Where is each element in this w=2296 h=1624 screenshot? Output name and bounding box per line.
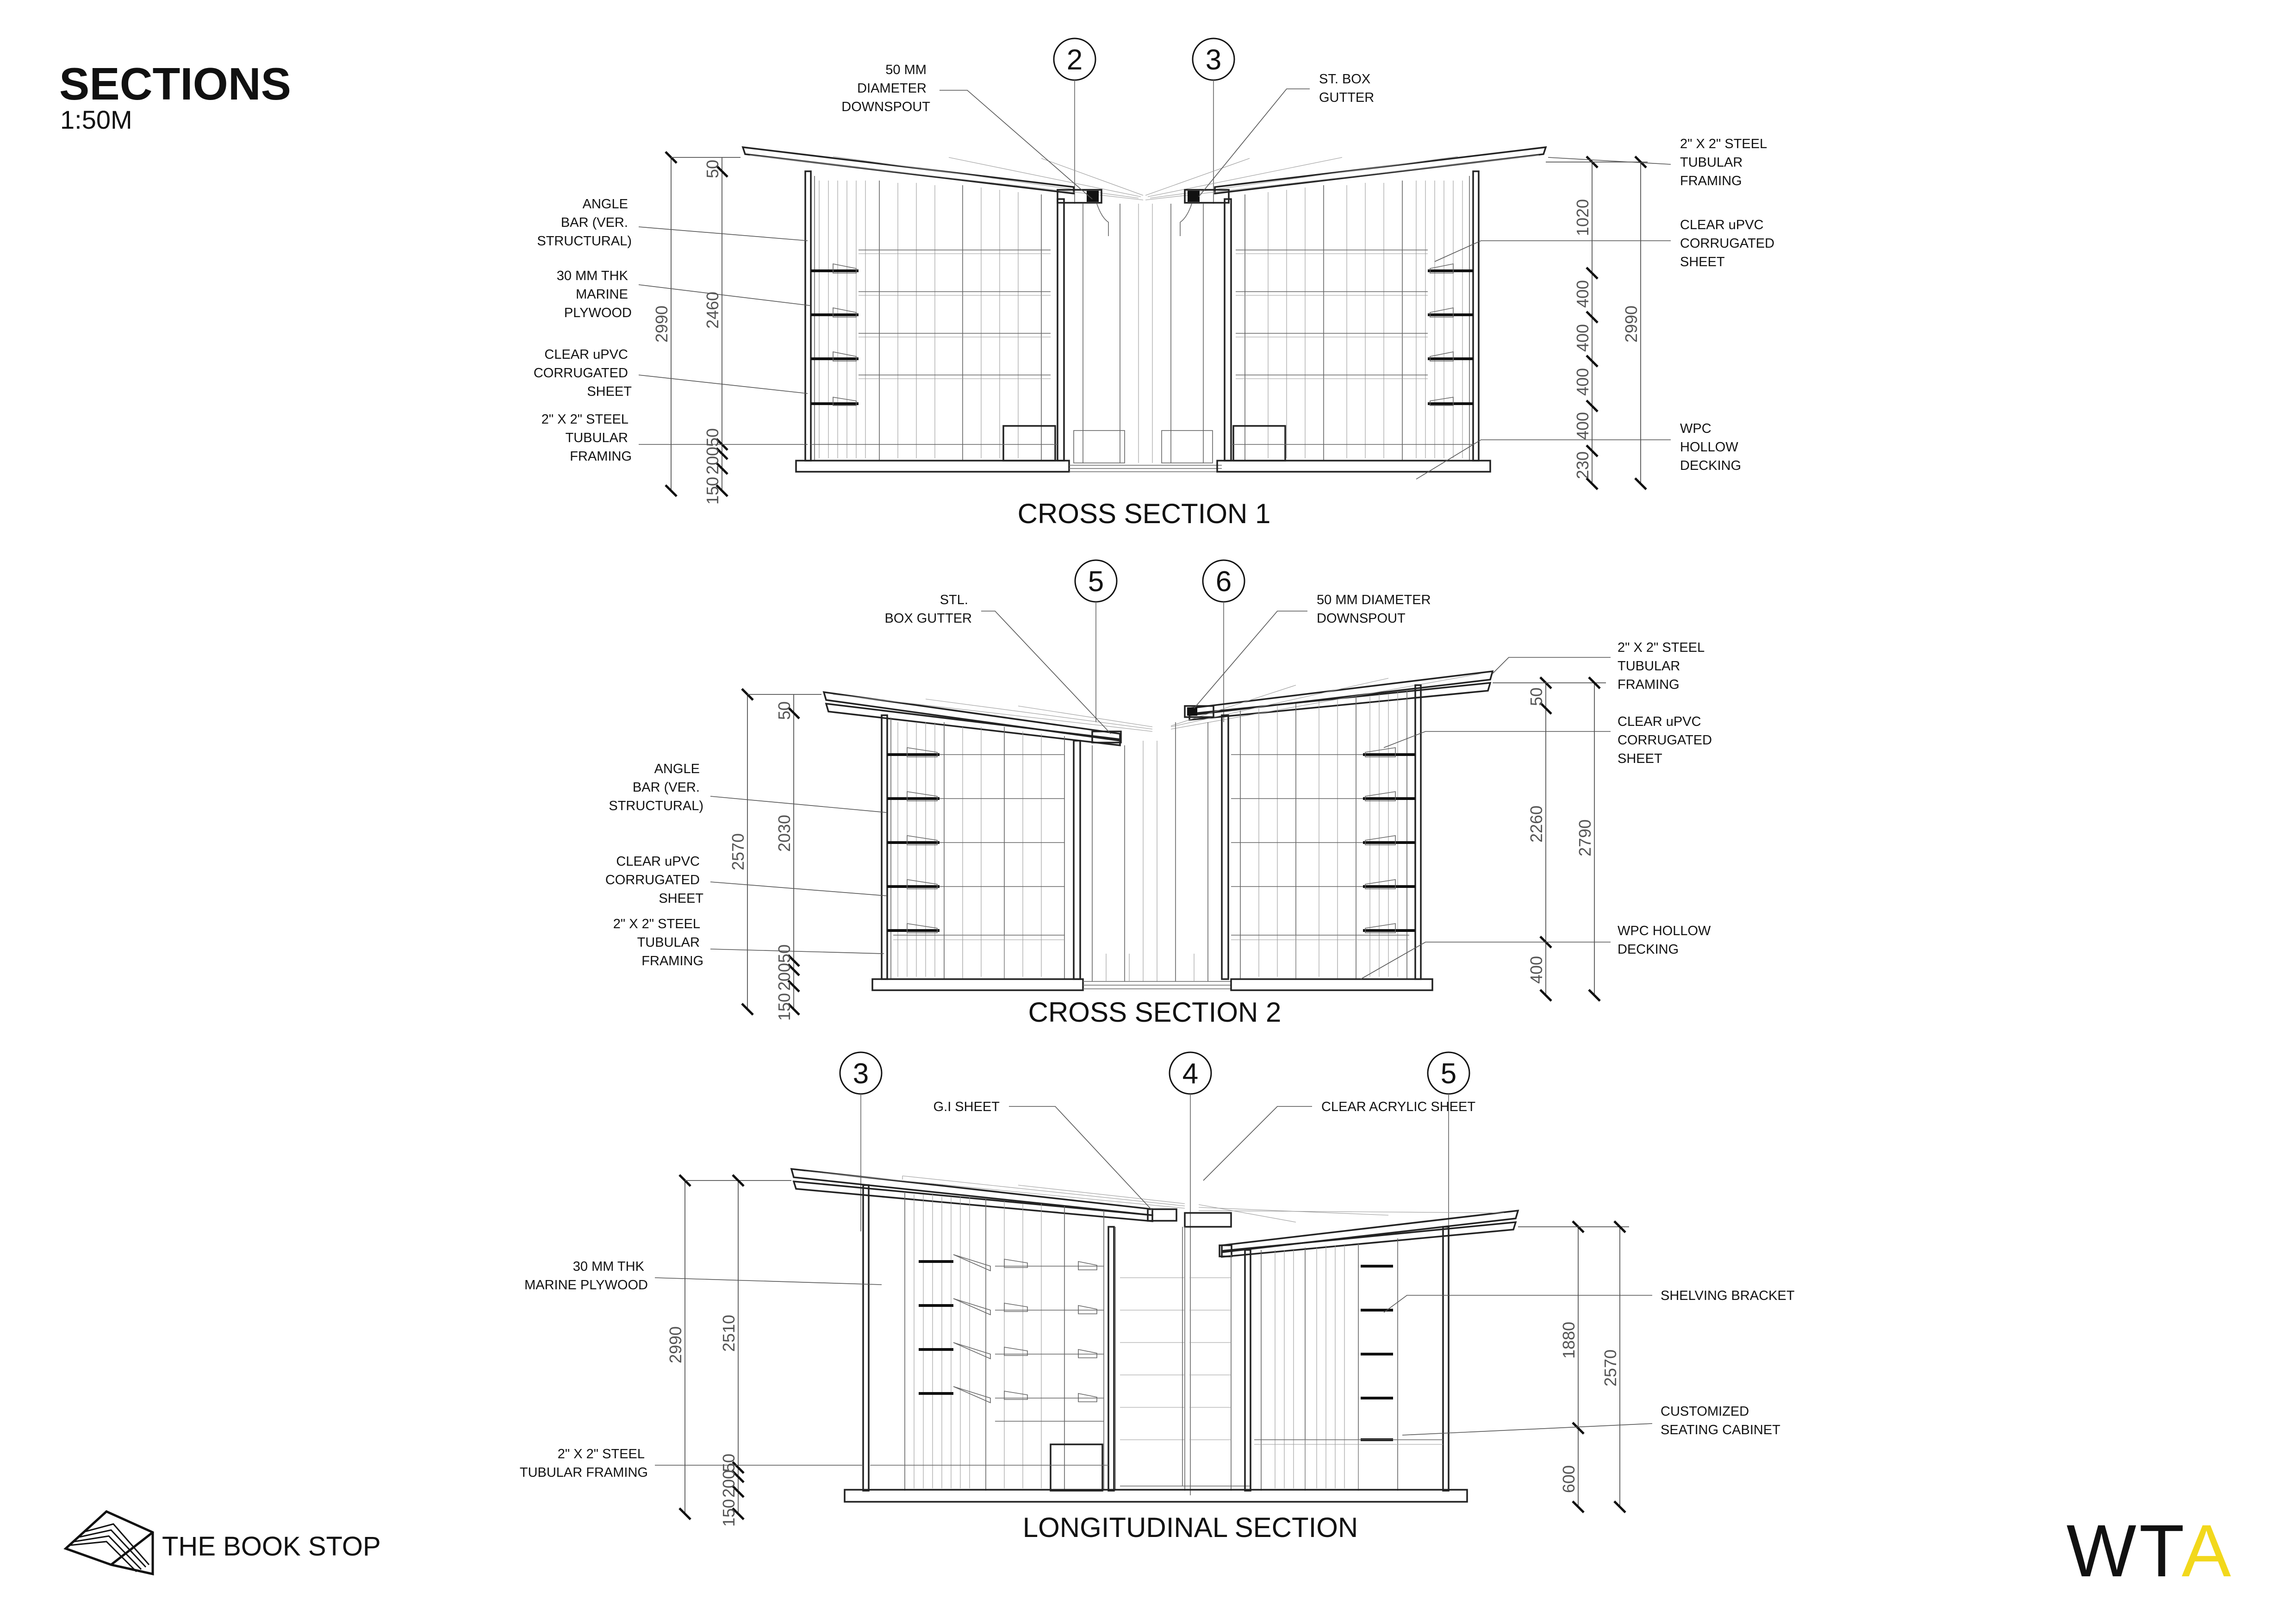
passage-cs2 xyxy=(1083,722,1231,989)
dims-right-long xyxy=(1518,1221,1629,1512)
grid-ref-4-long xyxy=(1170,1052,1211,1495)
svg-text:150: 150 xyxy=(703,476,722,505)
grid-ref-3-long xyxy=(840,1052,882,1231)
dims-right-cs2 xyxy=(1493,677,1606,1001)
svg-text:400: 400 xyxy=(1573,368,1592,396)
sheet-title: SECTIONS xyxy=(59,58,291,109)
project-name: THE BOOK STOP xyxy=(162,1531,381,1562)
svg-text:1020: 1020 xyxy=(1573,199,1592,237)
callouts-long xyxy=(520,1099,1795,1480)
firm-logo-text: WTA xyxy=(2066,1509,2234,1592)
passage-cs1 xyxy=(1069,204,1222,472)
svg-text:200: 200 xyxy=(775,962,794,991)
svg-text:230: 230 xyxy=(1573,451,1592,480)
svg-text:2460: 2460 xyxy=(703,291,722,329)
svg-text:2990: 2990 xyxy=(666,1326,685,1364)
label-decking-cs2: WPC HOLLOW DECKING xyxy=(1618,924,1711,957)
cross-section-1 xyxy=(534,38,1778,529)
svg-text:2570: 2570 xyxy=(728,833,747,871)
dims-left-cs2 xyxy=(728,689,821,1021)
book-stack-icon xyxy=(66,1512,153,1574)
label-downspout-cs1: 50 MM DIAMETER DOWNSPOUT xyxy=(841,62,930,114)
svg-text:150: 150 xyxy=(719,1499,738,1527)
svg-text:400: 400 xyxy=(1527,956,1546,984)
label-framing-left-cs2: 2" X 2" STEEL TUBULAR FRAMING xyxy=(613,917,703,968)
svg-text:2030: 2030 xyxy=(775,814,794,852)
svg-text:50: 50 xyxy=(703,159,722,179)
label-shelving-bracket: SHELVING BRACKET xyxy=(1661,1288,1795,1303)
svg-text:2570: 2570 xyxy=(1601,1349,1620,1387)
label-upvc-left-cs1: CLEAR uPVC CORRUGATED SHEET xyxy=(533,347,632,399)
svg-text:200: 200 xyxy=(703,446,722,475)
label-plywood-long: 30 MM THK MARINE PLYWOOD xyxy=(524,1259,648,1293)
label-downspout-cs2: 50 MM DIAMETER DOWNSPOUT xyxy=(1317,593,1431,626)
title-longitudinal-section: LONGITUDINAL SECTION xyxy=(1022,1512,1358,1543)
svg-text:400: 400 xyxy=(1573,324,1592,352)
svg-text:2510: 2510 xyxy=(719,1314,738,1352)
svg-text:2790: 2790 xyxy=(1575,819,1594,857)
svg-text:50: 50 xyxy=(703,428,722,447)
svg-text:2990: 2990 xyxy=(652,305,671,343)
svg-text:400: 400 xyxy=(1573,280,1592,308)
svg-text:2990: 2990 xyxy=(1622,305,1641,343)
label-upvc-right-cs1: CLEAR uPVC CORRUGATED SHEET xyxy=(1680,218,1775,269)
dims-left-cs1 xyxy=(652,152,740,505)
label-framing-left-cs1: 2" X 2" STEEL TUBULAR FRAMING xyxy=(541,412,632,464)
label-angle-bar-cs1: ANGLE BAR (VER. STRUCTURAL) xyxy=(537,197,632,249)
label-acrylic-sheet: CLEAR ACRYLIC SHEET xyxy=(1321,1099,1476,1114)
svg-text:50: 50 xyxy=(775,944,794,963)
label-framing-right-cs1: 2" X 2" STEEL TUBULAR FRAMING xyxy=(1680,137,1767,188)
label-angle-bar-cs2: ANGLE BAR (VER. STRUCTURAL) xyxy=(609,762,703,813)
svg-text:50: 50 xyxy=(719,1453,738,1473)
grid-ref-6 xyxy=(1203,560,1244,722)
dims-right-cs1 xyxy=(1546,156,1648,489)
label-gutter-cs2: STL. BOX GUTTER xyxy=(884,593,972,626)
svg-text:4: 4 xyxy=(1182,1058,1199,1090)
right-pod-cs2 xyxy=(1222,685,1432,990)
left-pod-cs2 xyxy=(872,715,1083,990)
longitudinal-section xyxy=(520,1052,1795,1543)
svg-text:400: 400 xyxy=(1573,412,1592,440)
label-plywood-cs1: 30 MM THK MARINE PLYWOOD xyxy=(556,269,632,320)
project-logo xyxy=(66,1512,381,1574)
left-pod-long xyxy=(863,1185,1114,1491)
center-long xyxy=(1115,1227,1250,1491)
label-seating-cabinet: CUSTOMIZED SEATING CABINET xyxy=(1661,1404,1780,1437)
svg-text:50: 50 xyxy=(1527,687,1546,706)
base-slab-long xyxy=(845,1490,1467,1502)
svg-text:3: 3 xyxy=(852,1058,869,1090)
left-pod-cs1 xyxy=(796,171,1069,472)
svg-text:1880: 1880 xyxy=(1559,1321,1578,1359)
svg-text:5: 5 xyxy=(1088,566,1104,598)
label-upvc-left-cs2: CLEAR uPVC CORRUGATED SHEET xyxy=(605,854,703,906)
cross-section-2 xyxy=(605,560,1716,1028)
firm-logo-accent-letter: A xyxy=(2181,1509,2234,1592)
svg-text:150: 150 xyxy=(775,993,794,1021)
grid-ref-2 xyxy=(1054,38,1095,204)
roof-long xyxy=(791,1169,1518,1257)
title-cross-section-2: CROSS SECTION 2 xyxy=(1028,997,1282,1028)
label-upvc-right-cs2: CLEAR uPVC CORRUGATED SHEET xyxy=(1618,714,1712,766)
svg-text:600: 600 xyxy=(1559,1465,1578,1493)
roof-cs2 xyxy=(824,671,1493,745)
firm-logo xyxy=(2066,1509,2234,1592)
svg-text:3: 3 xyxy=(1205,44,1222,76)
label-gi-sheet: G.I SHEET xyxy=(933,1099,1000,1114)
callouts-cs2 xyxy=(605,593,1716,979)
svg-text:50: 50 xyxy=(775,701,794,720)
label-gutter-cs1: ST. BOX GUTTER xyxy=(1319,72,1375,105)
right-pod-cs1 xyxy=(1217,171,1490,472)
svg-text:200: 200 xyxy=(719,1469,738,1498)
dims-left-long xyxy=(666,1175,791,1527)
label-framing-right-cs2: 2" X 2" STEEL TUBULAR FRAMING xyxy=(1618,640,1705,692)
right-pod-long xyxy=(1245,1227,1449,1491)
grid-ref-5 xyxy=(1075,560,1117,722)
svg-text:2260: 2260 xyxy=(1527,805,1546,843)
svg-text:6: 6 xyxy=(1215,566,1232,598)
svg-text:5: 5 xyxy=(1440,1058,1457,1090)
sheet-scale: 1:50M xyxy=(60,105,132,134)
label-framing-long: 2" X 2" STEEL TUBULAR FRAMING xyxy=(519,1447,648,1480)
title-cross-section-1: CROSS SECTION 1 xyxy=(1017,498,1271,529)
svg-text:2: 2 xyxy=(1066,44,1083,76)
label-decking-cs1: WPC HOLLOW DECKING xyxy=(1680,421,1742,473)
